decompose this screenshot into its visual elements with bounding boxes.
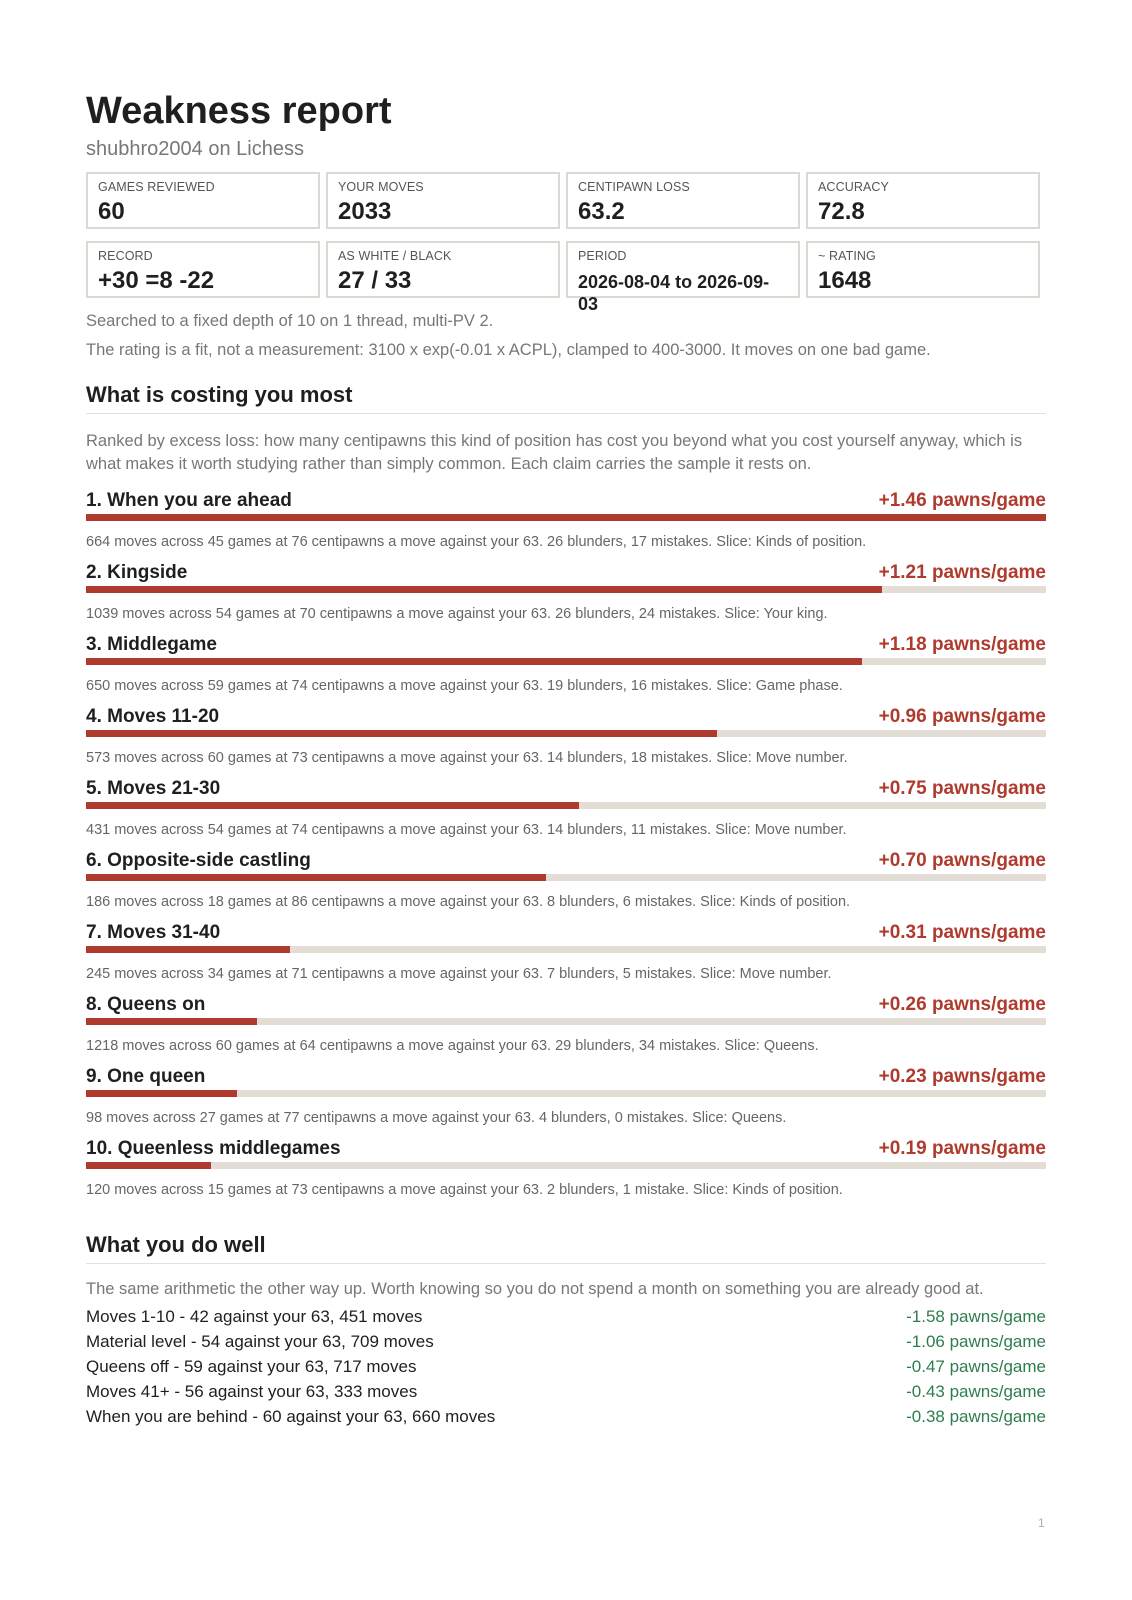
weakness-excess-value: +1.46 pawns/game bbox=[878, 490, 1046, 511]
stat-label: PERIOD bbox=[578, 249, 627, 263]
report-page bbox=[86, 88, 1046, 1429]
weakness-item bbox=[86, 632, 1046, 704]
strength-row bbox=[86, 1404, 1046, 1429]
weakness-title: 6. Opposite-side castling bbox=[86, 850, 311, 871]
page-number: 1 bbox=[1038, 1516, 1045, 1530]
strength-label: Queens off - 59 against your 63, 717 moves bbox=[86, 1356, 417, 1376]
weakness-detail: 650 moves across 59 games at 74 centipawns a move against your 63. 19 blunders, 16 mistakes. Slice: Game phase. bbox=[86, 678, 843, 694]
strength-label: Moves 41+ - 56 against your 63, 333 moves bbox=[86, 1381, 418, 1401]
weakness-title: 1. When you are ahead bbox=[86, 490, 292, 511]
weakness-header bbox=[86, 704, 1046, 728]
weakness-bar-track bbox=[86, 1090, 1046, 1097]
stat-value: 1648 bbox=[818, 267, 872, 294]
weakness-bar-track bbox=[86, 658, 1046, 665]
rating-note: The rating is a fit, not a measurement: 3100 x exp(-0.01 x ACPL), clamped to 400-3000. It moves on one bad game. bbox=[86, 341, 931, 359]
stat-card-games-reviewed bbox=[86, 172, 320, 229]
weakness-bar-fill bbox=[86, 658, 862, 665]
weaknesses-intro: Ranked by excess loss: how many centipawns this kind of position has cost you beyond what you cost yourself anyway, which is what makes it worth studying rather than simply common. Each claim carries the sample it rests on. bbox=[86, 432, 1023, 473]
weakness-title: 5. Moves 21-30 bbox=[86, 778, 221, 799]
stat-label: RECORD bbox=[98, 249, 153, 263]
weakness-item bbox=[86, 704, 1046, 776]
weakness-excess-value: +0.31 pawns/game bbox=[878, 922, 1046, 943]
weakness-excess-value: +0.19 pawns/game bbox=[878, 1138, 1046, 1159]
weakness-header bbox=[86, 848, 1046, 872]
weakness-title: 4. Moves 11-20 bbox=[86, 706, 220, 727]
weakness-bar-track bbox=[86, 586, 1046, 593]
weakness-item bbox=[86, 488, 1046, 560]
weakness-bar-track bbox=[86, 874, 1046, 881]
strengths-heading: What you do well bbox=[86, 1231, 1046, 1264]
weakness-header bbox=[86, 992, 1046, 1016]
weakness-excess-value: +0.26 pawns/game bbox=[878, 994, 1046, 1015]
stat-card-rating bbox=[806, 241, 1040, 298]
weakness-detail: 573 moves across 60 games at 73 centipawns a move against your 63. 14 blunders, 18 mistakes. Slice: Move number. bbox=[86, 750, 848, 766]
weakness-header bbox=[86, 776, 1046, 800]
weakness-header bbox=[86, 488, 1046, 512]
page-title: Weakness report bbox=[86, 90, 392, 132]
strength-value: -0.38 pawns/game bbox=[906, 1406, 1046, 1426]
stat-card-period bbox=[566, 241, 800, 314]
stat-card-centipawn-loss bbox=[566, 172, 800, 229]
page-subtitle: shubhro2004 on Lichess bbox=[86, 138, 304, 160]
weakness-title: 9. One queen bbox=[86, 1066, 206, 1087]
stat-value: 60 bbox=[98, 198, 125, 225]
weakness-detail: 120 moves across 15 games at 73 centipawns a move against your 63. 2 blunders, 1 mistake. Slice: Kinds of position. bbox=[86, 1182, 843, 1198]
strength-value: -1.06 pawns/game bbox=[906, 1331, 1046, 1351]
weakness-excess-value: +1.18 pawns/game bbox=[878, 634, 1046, 655]
strengths-intro: The same arithmetic the other way up. Worth knowing so you do not spend a month on something you are already good at. bbox=[86, 1280, 984, 1298]
stat-card-white-black bbox=[326, 241, 560, 298]
weakness-item bbox=[86, 776, 1046, 848]
weakness-bar-fill bbox=[86, 946, 290, 953]
weakness-header bbox=[86, 560, 1046, 584]
weakness-header bbox=[86, 1136, 1046, 1160]
weakness-detail: 664 moves across 45 games at 76 centipawns a move against your 63. 26 blunders, 17 mistakes. Slice: Kinds of position. bbox=[86, 534, 867, 550]
weakness-excess-value: +1.21 pawns/game bbox=[878, 562, 1046, 583]
weakness-title: 3. Middlegame bbox=[86, 634, 217, 655]
weakness-item bbox=[86, 920, 1046, 992]
weakness-bar-fill bbox=[86, 586, 882, 593]
weakness-detail: 1218 moves across 60 games at 64 centipawns a move against your 63. 29 blunders, 34 mistakes. Slice: Queens. bbox=[86, 1038, 819, 1054]
weakness-item bbox=[86, 848, 1046, 920]
stat-card-accuracy bbox=[806, 172, 1040, 229]
weakness-item bbox=[86, 992, 1046, 1064]
stat-value: +30 =8 -22 bbox=[98, 267, 215, 294]
strength-value: -0.43 pawns/game bbox=[906, 1381, 1046, 1401]
strength-label: Material level - 54 against your 63, 709 moves bbox=[86, 1331, 434, 1351]
weakness-detail: 431 moves across 54 games at 74 centipawns a move against your 63. 14 blunders, 11 mistakes. Slice: Move number. bbox=[86, 822, 847, 838]
strength-label: When you are behind - 60 against your 63, 660 moves bbox=[86, 1406, 496, 1426]
weakness-detail: 1039 moves across 54 games at 70 centipawns a move against your 63. 26 blunders, 24 mistakes. Slice: Your king. bbox=[86, 606, 828, 622]
stat-value: 72.8 bbox=[818, 198, 865, 225]
weakness-detail: 186 moves across 18 games at 86 centipawns a move against your 63. 8 blunders, 6 mistakes. Slice: Kinds of position. bbox=[86, 894, 851, 910]
strength-row bbox=[86, 1329, 1046, 1354]
stat-value: 63.2 bbox=[578, 198, 625, 225]
strength-value: -1.58 pawns/game bbox=[906, 1306, 1046, 1326]
search-note: Searched to a fixed depth of 10 on 1 thread, multi-PV 2. bbox=[86, 312, 494, 330]
stat-value: 2033 bbox=[338, 198, 392, 225]
weakness-bar-track bbox=[86, 946, 1046, 953]
stat-label: CENTIPAWN LOSS bbox=[578, 180, 690, 194]
weakness-list bbox=[86, 488, 1046, 1208]
strength-value: -0.47 pawns/game bbox=[906, 1356, 1046, 1376]
stat-label: YOUR MOVES bbox=[338, 180, 424, 194]
stat-value: 2026-08-04 to 2026-09-03 bbox=[578, 272, 770, 314]
weakness-excess-value: +0.75 pawns/game bbox=[878, 778, 1046, 799]
weakness-header bbox=[86, 632, 1046, 656]
weakness-header bbox=[86, 1064, 1046, 1088]
weakness-bar-track bbox=[86, 730, 1046, 737]
weakness-excess-value: +0.70 pawns/game bbox=[878, 850, 1046, 871]
stat-value: 27 / 33 bbox=[338, 267, 412, 294]
weakness-detail: 98 moves across 27 games at 77 centipawns a move against your 63. 4 blunders, 0 mistakes. Slice: Queens. bbox=[86, 1110, 787, 1126]
weakness-item bbox=[86, 1064, 1046, 1136]
weakness-bar-track bbox=[86, 1162, 1046, 1169]
weakness-bar-fill bbox=[86, 802, 579, 809]
weakness-bar-track bbox=[86, 514, 1046, 521]
weakness-bar-fill bbox=[86, 1018, 257, 1025]
weakness-title: 7. Moves 31-40 bbox=[86, 922, 221, 943]
weakness-bar-fill bbox=[86, 1162, 211, 1169]
stats-grid bbox=[86, 172, 1046, 314]
weakness-item bbox=[86, 1136, 1046, 1208]
weaknesses-heading: What is costing you most bbox=[86, 381, 1046, 414]
strength-row bbox=[86, 1379, 1046, 1404]
strength-label: Moves 1-10 - 42 against your 63, 451 moves bbox=[86, 1306, 423, 1326]
weakness-bar-fill bbox=[86, 730, 717, 737]
strength-row bbox=[86, 1354, 1046, 1379]
stat-label: GAMES REVIEWED bbox=[98, 180, 215, 194]
weakness-title: 2. Kingside bbox=[86, 562, 188, 583]
weakness-item bbox=[86, 560, 1046, 632]
weakness-title: 10. Queenless middlegames bbox=[86, 1138, 341, 1159]
weakness-detail: 245 moves across 34 games at 71 centipawns a move against your 63. 7 blunders, 5 mistakes. Slice: Move number. bbox=[86, 966, 832, 982]
stat-label: AS WHITE / BLACK bbox=[338, 249, 452, 263]
weakness-bar-fill bbox=[86, 874, 546, 881]
strength-list bbox=[86, 1304, 1046, 1429]
stat-card-your-moves bbox=[326, 172, 560, 229]
strength-row bbox=[86, 1304, 1046, 1329]
weakness-bar-fill bbox=[86, 1090, 237, 1097]
stat-card-record bbox=[86, 241, 320, 298]
weakness-bar-fill bbox=[86, 514, 1046, 521]
weakness-title: 8. Queens on bbox=[86, 994, 206, 1015]
weakness-header bbox=[86, 920, 1046, 944]
weakness-bar-track bbox=[86, 1018, 1046, 1025]
weakness-bar-track bbox=[86, 802, 1046, 809]
weakness-excess-value: +0.96 pawns/game bbox=[878, 706, 1046, 727]
weakness-excess-value: +0.23 pawns/game bbox=[878, 1066, 1046, 1087]
stat-label: ACCURACY bbox=[818, 180, 889, 194]
stat-label: ~ RATING bbox=[818, 249, 876, 263]
